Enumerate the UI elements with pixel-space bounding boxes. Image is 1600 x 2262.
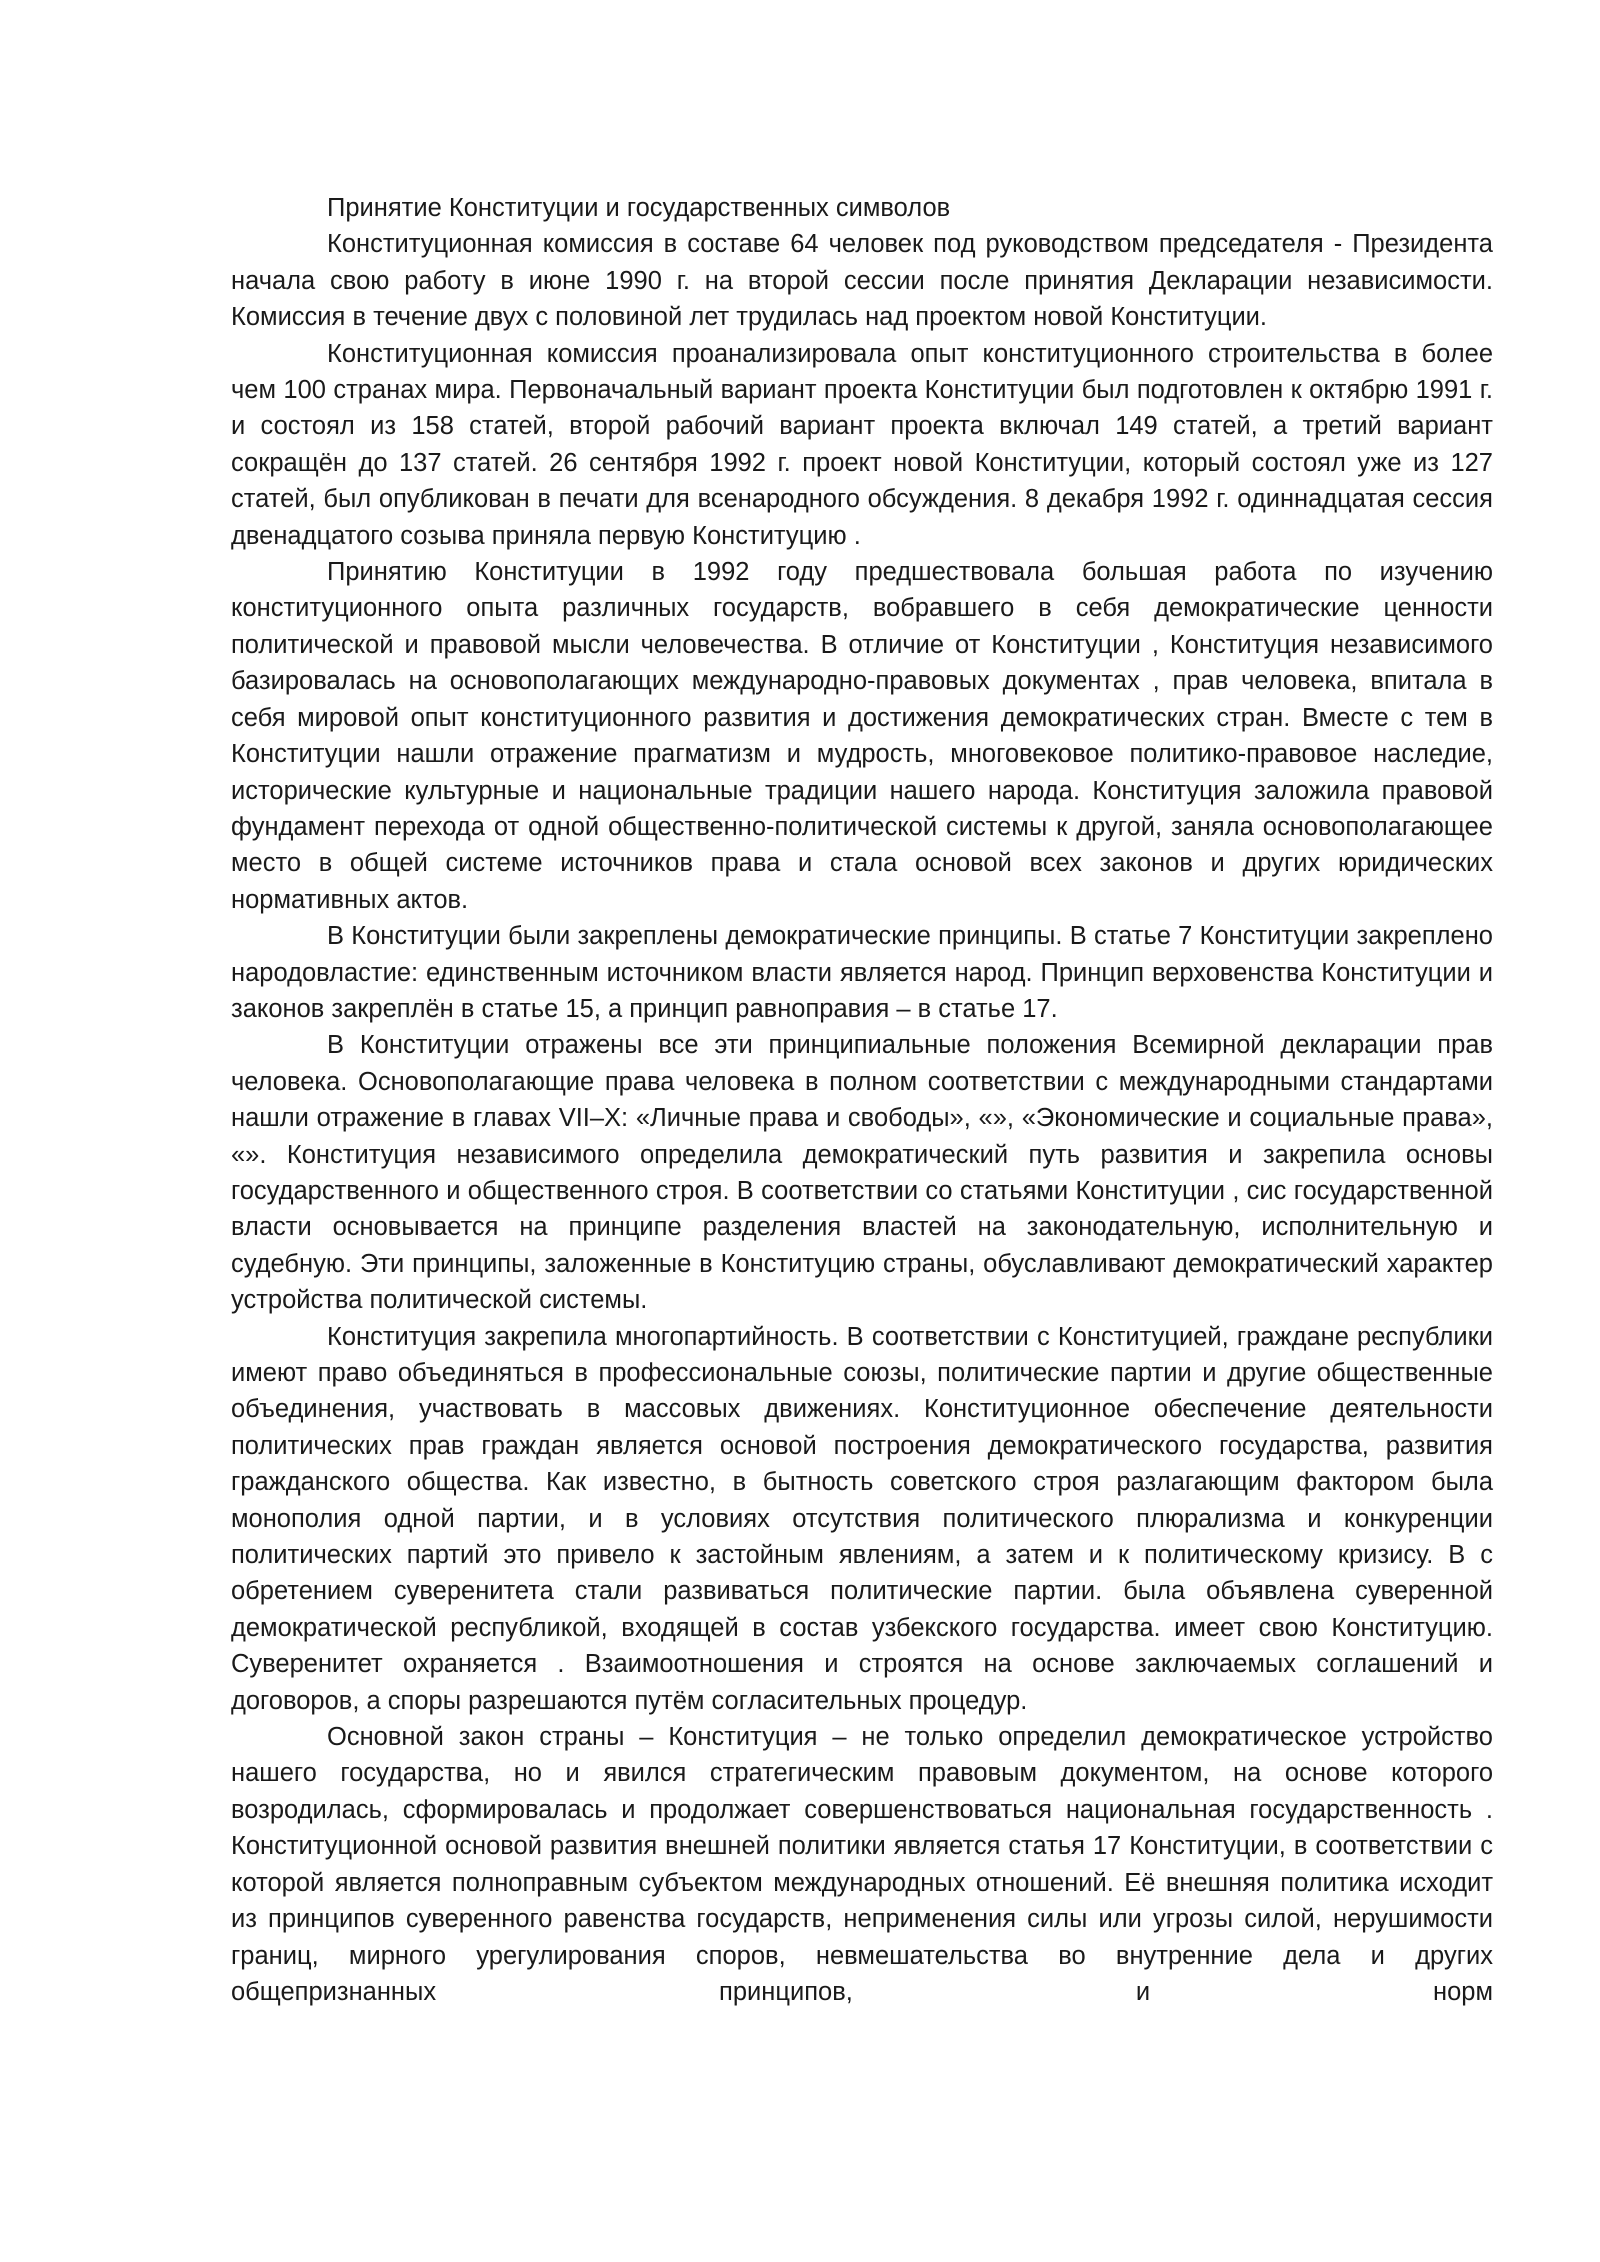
paragraph-commission: Конституционная комиссия в составе 64 человек под руководством председателя - Президента начала свою работу в июне 1990 г. на второй сессии после принятия Декларации независимости. Комиссия в течение двух с половиной лет трудилась над проектом новой Конституции. xyxy=(231,230,1493,332)
document-title: Принятие Конституции и государственных символов xyxy=(327,194,951,222)
paragraph-multiparty: Конституция закрепила многопартийность. В соответствии с Конституцией, граждане республики имеют право объединяться в профессиональные союзы, политические партии и другие общественные объединения, участвовать в массовых движениях. Конституционное обеспечение деятельности политических прав граждан является основой построения демократического государства, развития гражданского общества. Как известно, в бытность советского строя разлагающим фактором была монополия одной партии, и в условиях отсутствия политического плюрализма и конкуренции политических партий это привело к застойным явлениям, а затем и к политическому кризису. В с обретением суверенитета стали развиваться политические партии. была объявлена суверенной демократической республикой, входящей в состав узбекского государства. имеет свою Конституцию. Суверенитет охраняется . Взаимоотношения и строятся на основе заключаемых соглашений и договоров, а споры разрешаются путём согласительных процедур. xyxy=(231,1322,1493,1715)
paragraph-human-rights: В Конституции отражены все эти принципиальные положения Всемирной декларации прав человека. Основополагающие права человека в полном соответствии с международными стандартами нашли отражение в главах VII–X: «Личные права и свободы», «», «Экономические и социальные права», «». Конституция независимого определила демократический путь развития и закрепила основы государственного и общественного строя. В соответствии со статьями Конституции , сис государственной власти основывается на принципе разделения властей на законодательную, исполнительную и судебную. Эти принципы, заложенные в Конституцию страны, обуславливают демократический характер устройства политической системы. xyxy=(231,1031,1493,1315)
paragraph-foreign-policy: Основной закон страны – Конституция – не только определил демократическое устройство нашего государства, но и явился стратегическим правовым документом, на основе которого возродилась, сформировалась и продолжает совершенствоваться национальная государственность . Конституционной основой развития внешней политики является статья 17 Конституции, в соответствии с которой является полноправным субъектом международных отношений. Её внешняя политика исходит из принципов суверенного равенства государств, неприменения силы или угрозы силой, нерушимости границ, мирного урегулирования споров, невмешательства во внутренние дела и других общепризнанных принципов, и норм xyxy=(231,1723,1493,2006)
paragraph-analysis: Конституционная комиссия проанализировала опыт конституционного строительства в более чем 100 странах мира. Первоначальный вариант проекта Конституции был подготовлен к октябрю 1991 г. и состоял из 158 статей, второй рабочий вариант проекта включал 149 статей, а третий вариант сокращён до 137 статей. 26 сентября 1992 г. проект новой Конституции, который состоял уже из 127 статей, был опубликован в печати для всенародного обсуждения. 8 декабря 1992 г. одиннадцатая сессия двенадцатого созыва приняла первую Конституцию . xyxy=(231,339,1493,550)
paragraph-principles: В Конституции были закреплены демократические принципы. В статье 7 Конституции закреплено народовластие: единственным источником власти является народ. Принцип верховенства Конституции и законов закреплён в статье 15, а принцип равноправия – в статье 17. xyxy=(231,922,1493,1023)
document-page xyxy=(231,190,1493,2010)
paragraph-adoption: Принятию Конституции в 1992 году предшествовала большая работа по изучению конституционного опыта различных государств, вобравшего в себя демократические ценности политической и правовой мысли человечества. В отличие от Конституции , Конституция независимого базировалась на основополагающих международно-правовых документах , прав человека, впитала в себя мировой опыт конституционного развития и достижения демократических стран. Вместе с тем в Конституции нашли отражение прагматизм и мудрость, многовековое политико-правовое наследие, исторические культурные и национальные традиции нашего народа. Конституция заложила правовой фундамент перехода от одной общественно-политической системы к другой, заняла основополагающее место в общей системе источников права и стала основой всех законов и других юридических нормативных актов. xyxy=(231,558,1493,914)
